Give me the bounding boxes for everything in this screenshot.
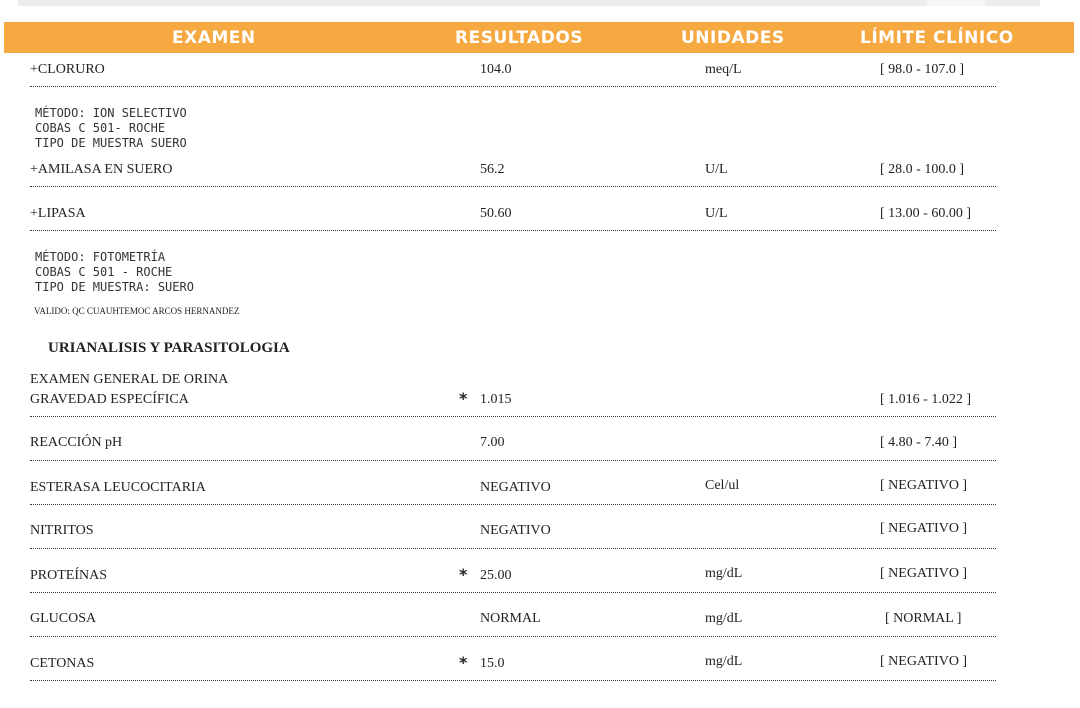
row-result: NEGATIVO [480,523,551,538]
row-result: 15.0 [480,656,505,671]
row-limit: [ NEGATIVO ] [880,478,968,493]
row-unit: mg/dL [705,611,743,626]
abnormal-flag: * [459,389,468,408]
row-unit: mg/dL [705,654,743,669]
top-scroll-strip [18,0,1040,6]
row-name: +LIPASA [30,206,86,221]
row-result: 1.015 [480,392,512,407]
row-name: NITRITOS [30,523,94,538]
header-resultados: RESULTADOS [455,28,584,48]
row-limit: [ NEGATIVO ] [880,566,968,581]
row-divider [30,460,996,461]
row-unit: Cel/ul [705,478,740,493]
row-divider [30,186,996,187]
row-name: ESTERASA LEUCOCITARIA [30,480,206,495]
row-limit: [ NORMAL ] [885,611,962,626]
validation-note: VALIDO: QC CUAUHTEMOC ARCOS HERNANDEZ [34,306,240,316]
row-unit: mg/dL [705,566,743,581]
row-name: +CLORURO [30,62,105,77]
table-header [4,22,1074,53]
abnormal-flag: * [459,653,468,672]
row-result: 56.2 [480,162,505,177]
row-divider [30,504,996,505]
row-name: REACCIÓN pH [30,435,123,450]
abnormal-flag: * [459,565,468,584]
row-name: GRAVEDAD ESPECÍFICA [30,392,189,407]
method-note-lipasa: MÉTODO: FOTOMETRÍA COBAS C 501 - ROCHE TIPO DE MUESTRA: SUERO [35,250,194,294]
row-limit: [ 4.80 - 7.40 ] [880,435,957,450]
header-unidades: UNIDADES [681,28,785,48]
row-result: 50.60 [480,206,512,221]
row-unit: U/L [705,206,728,221]
row-divider [30,86,996,87]
row-name: PROTEÍNAS [30,568,108,583]
section-title: URIANALISIS Y PARASITOLOGIA [48,340,290,356]
row-result: 25.00 [480,568,512,583]
row-result: NORMAL [480,611,541,626]
row-limit: [ 13.00 - 60.00 ] [880,206,971,221]
row-result: 7.00 [480,435,505,450]
row-limit: [ NEGATIVO ] [880,521,968,536]
row-divider [30,680,996,681]
row-name: +AMILASA EN SUERO [30,162,173,177]
header-examen: EXAMEN [172,28,256,48]
row-result: 104.0 [480,62,512,77]
subsection-title: EXAMEN GENERAL DE ORINA [30,372,229,387]
row-limit: [ 98.0 - 107.0 ] [880,62,964,77]
row-divider [30,230,996,231]
row-divider [30,548,996,549]
row-unit: meq/L [705,62,742,77]
header-limite-clinico: LÍMITE CLÍNICO [860,28,1014,48]
row-limit: [ 1.016 - 1.022 ] [880,392,971,407]
row-limit: [ 28.0 - 100.0 ] [880,162,964,177]
row-result: NEGATIVO [480,480,551,495]
row-name: GLUCOSA [30,611,97,626]
row-divider [30,636,996,637]
top-strip-tab [927,0,985,6]
method-note-cloruro: MÉTODO: ION SELECTIVO COBAS C 501- ROCHE TIPO DE MUESTRA SUERO [35,106,187,150]
row-divider [30,416,996,417]
row-name: CETONAS [30,656,95,671]
row-limit: [ NEGATIVO ] [880,654,968,669]
row-divider [30,592,996,593]
row-unit: U/L [705,162,728,177]
